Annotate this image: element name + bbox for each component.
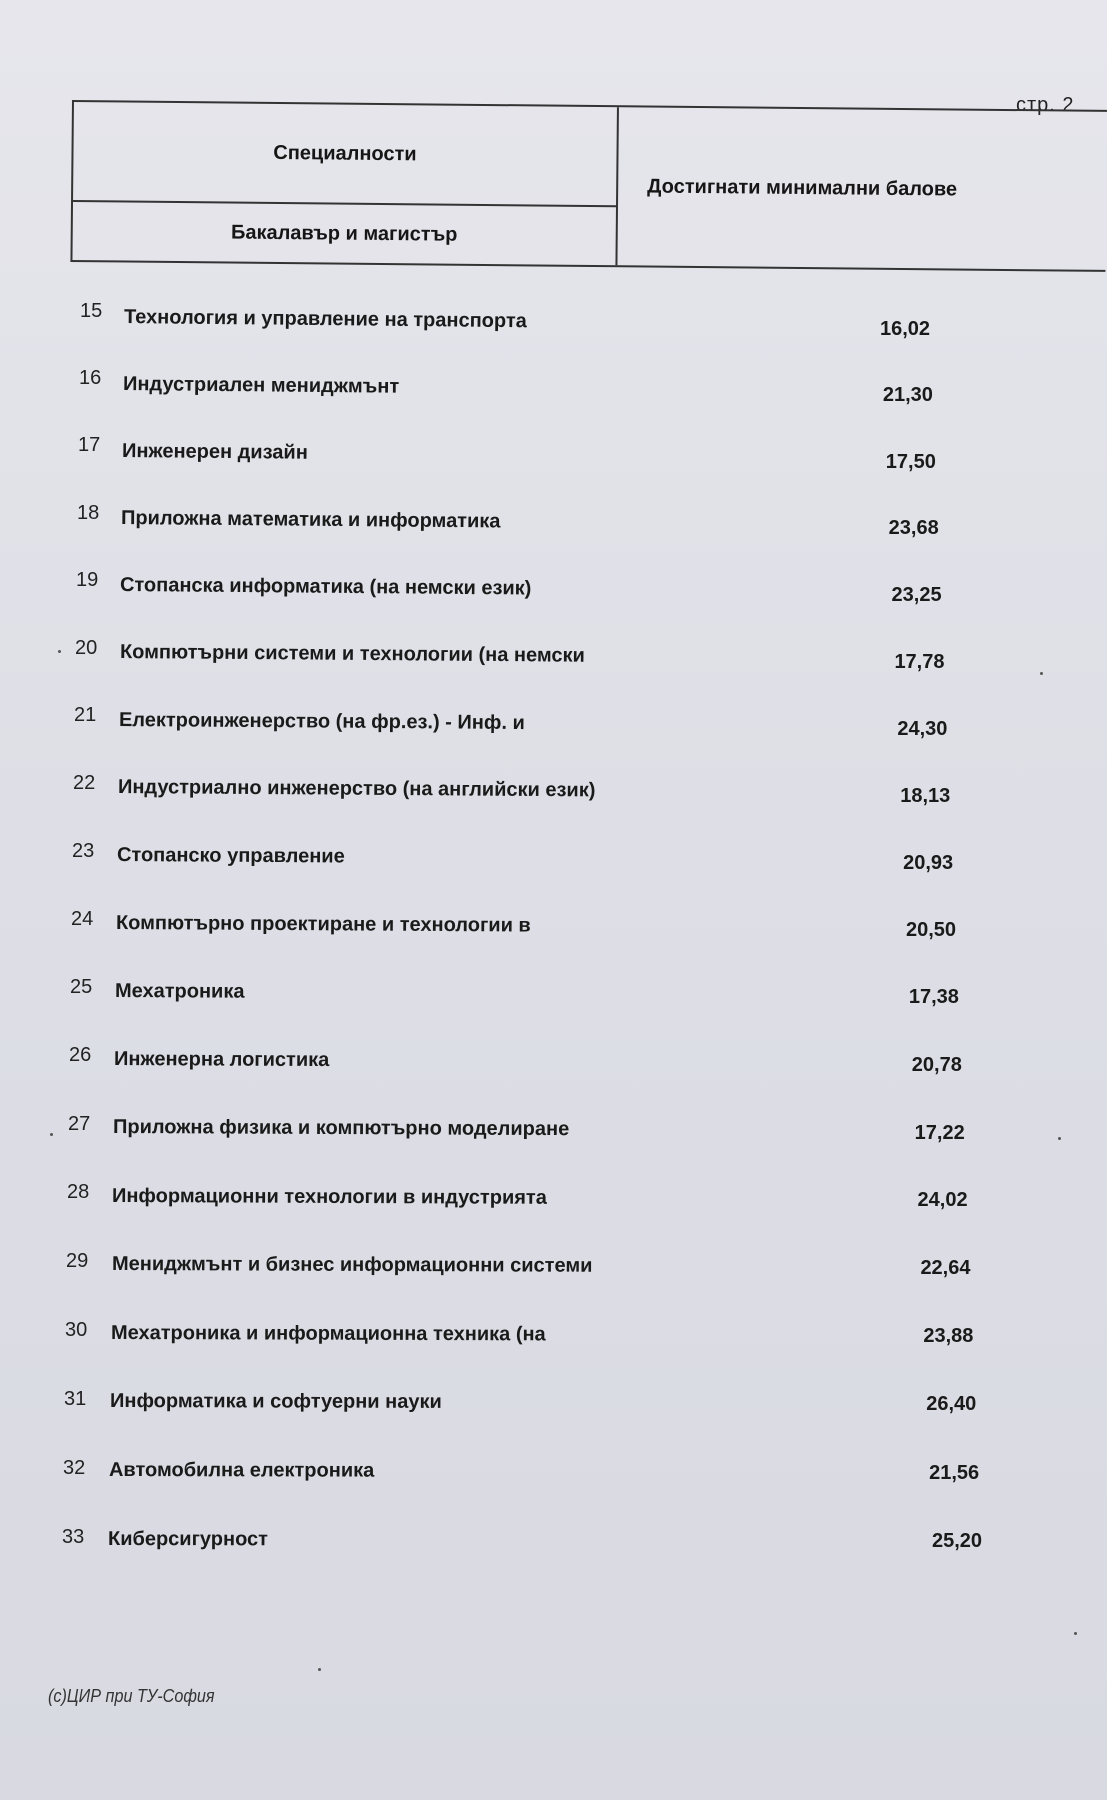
row-score: 18,13 [900, 784, 951, 807]
table-row [0, 434, 1107, 474]
header-left-column [72, 102, 618, 265]
table-row [0, 1181, 1107, 1221]
table-row [0, 704, 1107, 744]
row-specialty: Приложна математика и информатика [121, 506, 501, 533]
table-row [0, 637, 1107, 677]
table-header [70, 100, 1107, 272]
row-specialty: Компютърни системи и технологии (на немски [119, 641, 585, 668]
table-row [0, 1113, 1107, 1153]
row-score: 23,88 [923, 1325, 974, 1348]
header-scores: Достигнати минимални балове [647, 175, 958, 201]
row-specialty: Приложна физика и компютърно моделиране [113, 1116, 570, 1141]
header-degree: Бакалавър и магистър [230, 221, 458, 246]
footer-copyright: (c)ЦИР при ТУ-София [48, 1686, 215, 1706]
row-number: 32 [63, 1456, 86, 1479]
row-score: 25,20 [932, 1530, 983, 1552]
row-score: 17,78 [894, 650, 945, 673]
row-score: 24,30 [897, 717, 948, 740]
row-score: 17,38 [908, 986, 959, 1009]
row-number: 30 [65, 1318, 88, 1341]
table-row [0, 1388, 1107, 1428]
row-score: 22,64 [920, 1257, 971, 1280]
row-number: 23 [72, 839, 95, 862]
table-row [0, 502, 1107, 542]
row-specialty: Информационни технологии в индустрията [112, 1184, 548, 1209]
row-number: 26 [69, 1044, 92, 1067]
row-number: 31 [64, 1387, 87, 1410]
table-row [0, 908, 1107, 948]
row-number: 15 [80, 300, 103, 322]
row-number: 25 [70, 976, 93, 999]
table-row [0, 300, 1107, 340]
row-number: 22 [73, 772, 96, 795]
row-score: 26,40 [926, 1393, 977, 1416]
row-score: 17,50 [885, 450, 936, 473]
row-score: 16,02 [880, 318, 931, 340]
table-row [0, 840, 1107, 880]
row-specialty: Информатика и софтуерни науки [109, 1390, 442, 1414]
table-row [0, 1457, 1107, 1497]
table-row [0, 772, 1107, 812]
table-row [0, 569, 1107, 609]
header-specialties: Специалности [73, 102, 617, 207]
table-row [0, 1319, 1107, 1359]
scan-speck [318, 1668, 321, 1671]
table-row [0, 1526, 1107, 1566]
row-number: 17 [78, 434, 101, 457]
row-score: 20,93 [903, 851, 954, 874]
row-number: 18 [77, 501, 100, 524]
scan-speck [58, 650, 61, 653]
table-row [0, 367, 1107, 407]
row-specialty: Инженерен дизайн [122, 439, 309, 464]
row-score: 24,02 [917, 1189, 968, 1212]
row-number: 16 [79, 367, 102, 390]
row-score: 23,68 [888, 517, 939, 540]
table-row [0, 976, 1107, 1016]
scan-speck [1058, 1137, 1061, 1140]
page-number: стр. 2 [1016, 94, 1075, 116]
row-score: 20,78 [911, 1053, 962, 1076]
row-number: 19 [76, 568, 99, 591]
row-number: 29 [66, 1250, 89, 1273]
row-specialty: Мехатроника [115, 979, 245, 1003]
row-specialty: Инженерна логистика [114, 1048, 330, 1072]
row-specialty: Автомобилна електроника [108, 1459, 375, 1482]
row-number: 20 [75, 636, 98, 659]
row-score: 20,50 [906, 919, 957, 941]
row-specialty: Мехатроника и информационна техника (на [110, 1321, 546, 1345]
scan-speck [1040, 672, 1043, 675]
row-specialty: Компютърно проектиране и технологии в [115, 912, 531, 937]
row-number: 27 [68, 1112, 91, 1135]
row-specialty: Индустриален мениджмънт [123, 372, 400, 398]
row-specialty: Електроинженерство (на фр.ез.) - Инф. и [118, 708, 525, 734]
scan-speck [50, 1133, 53, 1136]
row-specialty: Стопанска информатика (на немски език) [120, 574, 532, 600]
row-score: 21,56 [929, 1461, 980, 1484]
row-number: 21 [74, 704, 97, 727]
row-specialty: Индустриално инженерство (на английски език) [117, 776, 596, 802]
table-row [0, 1044, 1107, 1084]
row-number: 24 [71, 908, 94, 930]
row-specialty: Мениджмънт и бизнес информационни системи [111, 1252, 593, 1277]
row-score: 23,25 [891, 583, 942, 606]
row-specialty: Киберсигурност [107, 1528, 269, 1551]
row-number: 28 [67, 1181, 90, 1204]
table-row [0, 1250, 1107, 1290]
scan-speck [1074, 1632, 1077, 1635]
row-specialty: Стопанско управление [116, 844, 345, 868]
row-number: 33 [62, 1526, 85, 1548]
row-score: 17,22 [914, 1121, 965, 1144]
row-score: 21,30 [882, 384, 933, 407]
row-specialty: Технология и управление на транспорта [123, 306, 527, 333]
